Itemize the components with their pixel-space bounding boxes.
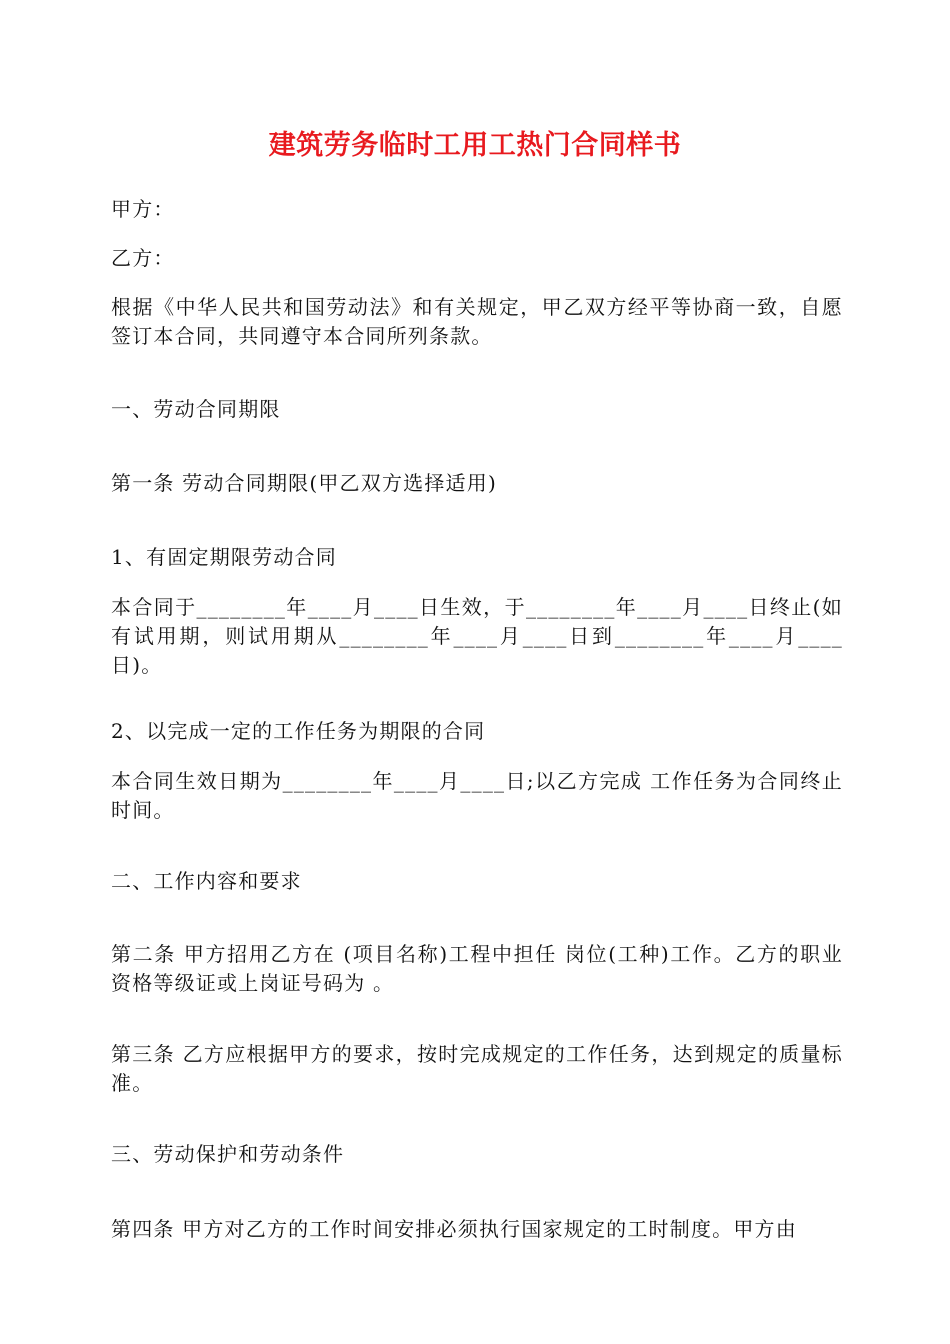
clause-2-body: 本合同生效日期为________年____月____日;以乙方完成 工作任务为合同终止时间。 <box>111 769 843 822</box>
article-1-heading: 第一条 劳动合同期限(甲乙双方选择适用) <box>111 471 497 495</box>
party-a-label: 甲方： <box>111 197 175 221</box>
clause-1-heading: 1、有固定期限劳动合同 <box>111 545 337 569</box>
article-2-paragraph: 第二条 甲方招用乙方在 (项目名称)工程中担任 岗位(工种)工作。乙方的职业资格等级证或上岗证号码为 。 <box>111 942 843 995</box>
section-heading-contract-term: 一、劳动合同期限 <box>111 397 281 421</box>
party-b-label: 乙方： <box>111 246 175 270</box>
section-heading-labor-protection: 三、劳动保护和劳动条件 <box>111 1142 345 1166</box>
article-3-paragraph: 第三条 乙方应根据甲方的要求，按时完成规定的工作任务，达到规定的质量标准。 <box>111 1042 843 1095</box>
article-4-paragraph: 第四条 甲方对乙方的工作时间安排必须执行国家规定的工时制度。甲方由 <box>111 1217 797 1241</box>
preamble-paragraph: 根据《中华人民共和国劳动法》和有关规定，甲乙双方经平等协商一致，自愿签订本合同，共同遵守本合同所列条款。 <box>111 295 843 348</box>
section-heading-work-content: 二、工作内容和要求 <box>111 869 302 893</box>
clause-1-body: 本合同于________年____月____日生效，于________年____月____日终止(如有试用期，则试用期从________年____月____日到________年____月____日)。 <box>111 595 843 677</box>
document-title: 建筑劳务临时工用工热门合同样书 <box>268 130 682 161</box>
clause-2-heading: 2、以完成一定的工作任务为期限的合同 <box>111 719 486 743</box>
